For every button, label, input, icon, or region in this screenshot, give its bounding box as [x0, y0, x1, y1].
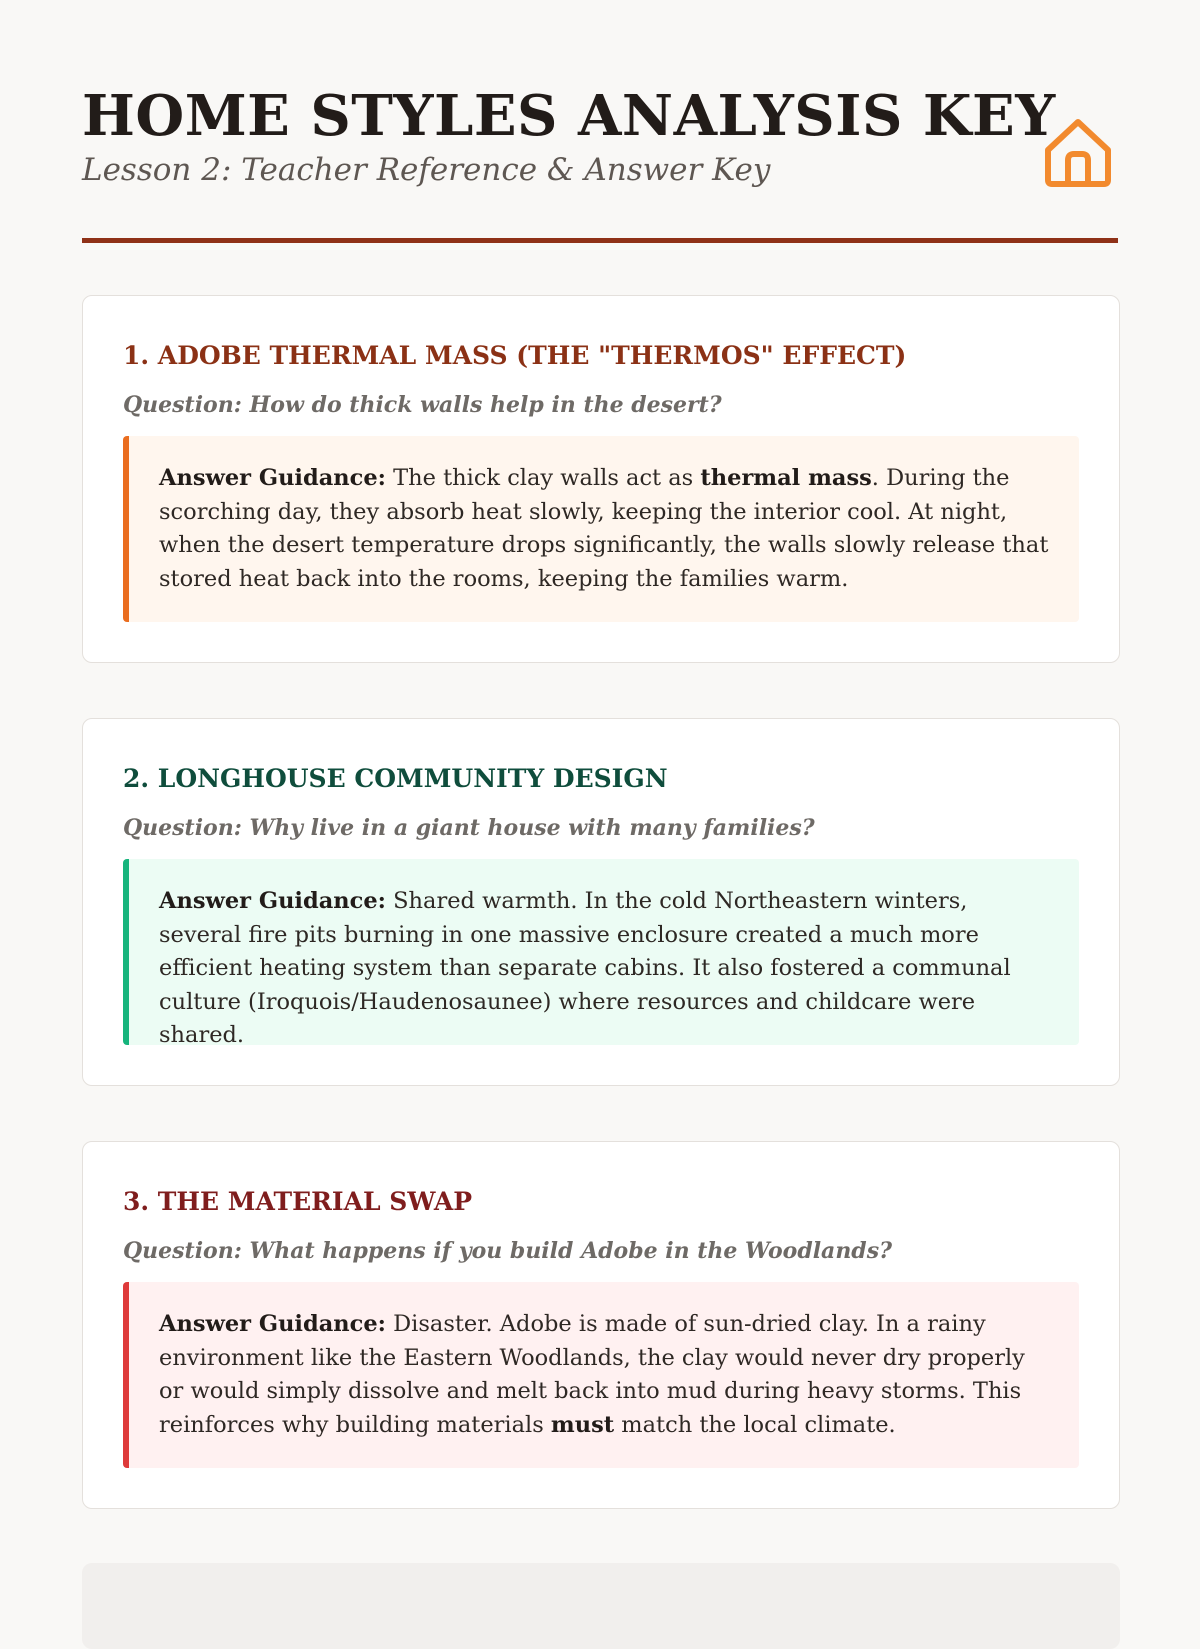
answer-label: Answer Guidance:	[159, 888, 386, 914]
page-title: HOME STYLES ANALYSIS KEY	[82, 83, 1056, 149]
answer-text: The thick clay walls act as	[385, 465, 701, 491]
answer-text: . During the scorching day, they absorb heat slowly, keeping the interior cool. At night, when the desert temperature drops significantly, the walls slowly release that stored heat back into the rooms, keeping the families warm.	[159, 465, 1049, 592]
home-icon	[1042, 114, 1114, 190]
answer-text: match the local climate.	[614, 1411, 896, 1438]
section-title: 3. THE MATERIAL SWAP	[123, 1187, 473, 1216]
answer-text: Disaster. Adobe is made of sun-dried clay. In a rainy environment like the Eastern Woodlands, the clay would never dry properly or would simply dissolve and melt back into mud during heavy storms. This reinforces why building materials	[159, 1311, 1025, 1438]
section-question: Question: How do thick walls help in the desert?	[123, 392, 722, 418]
answer-label: Answer Guidance:	[159, 1311, 386, 1337]
section-question: Question: Why live in a giant house with many families?	[123, 815, 815, 841]
answer-emphasis: must	[550, 1411, 615, 1438]
section-title: 2. LONGHOUSE COMMUNITY DESIGN	[123, 764, 668, 793]
answer-guidance-box	[123, 436, 1079, 622]
section-question: Question: What happens if you build Adobe in the Woodlands?	[123, 1238, 892, 1264]
answer-guidance-box	[123, 1282, 1079, 1468]
page-subtitle: Lesson 2: Teacher Reference & Answer Key	[82, 152, 771, 188]
section-title: 1. ADOBE THERMAL MASS (THE "THERMOS" EFFECT)	[123, 341, 907, 370]
page-header	[82, 0, 1118, 243]
next-section-card-partial	[82, 1563, 1120, 1649]
section-card-longhouse	[82, 718, 1120, 1086]
answer-label: Answer Guidance:	[159, 465, 386, 491]
section-card-adobe	[82, 295, 1120, 663]
answer-emphasis: thermal mass	[700, 465, 872, 491]
section-card-material-swap	[82, 1141, 1120, 1509]
answer-text: Shared warmth. In the cold Northeastern winters, several fire pits burning in one massive enclosure created a much more efficient heating system than separate cabins. It also fostered a communal culture (Iroquois/Haudenosaunee) where resources and childcare were shared.	[159, 888, 1011, 1048]
answer-guidance-box	[123, 859, 1079, 1048]
